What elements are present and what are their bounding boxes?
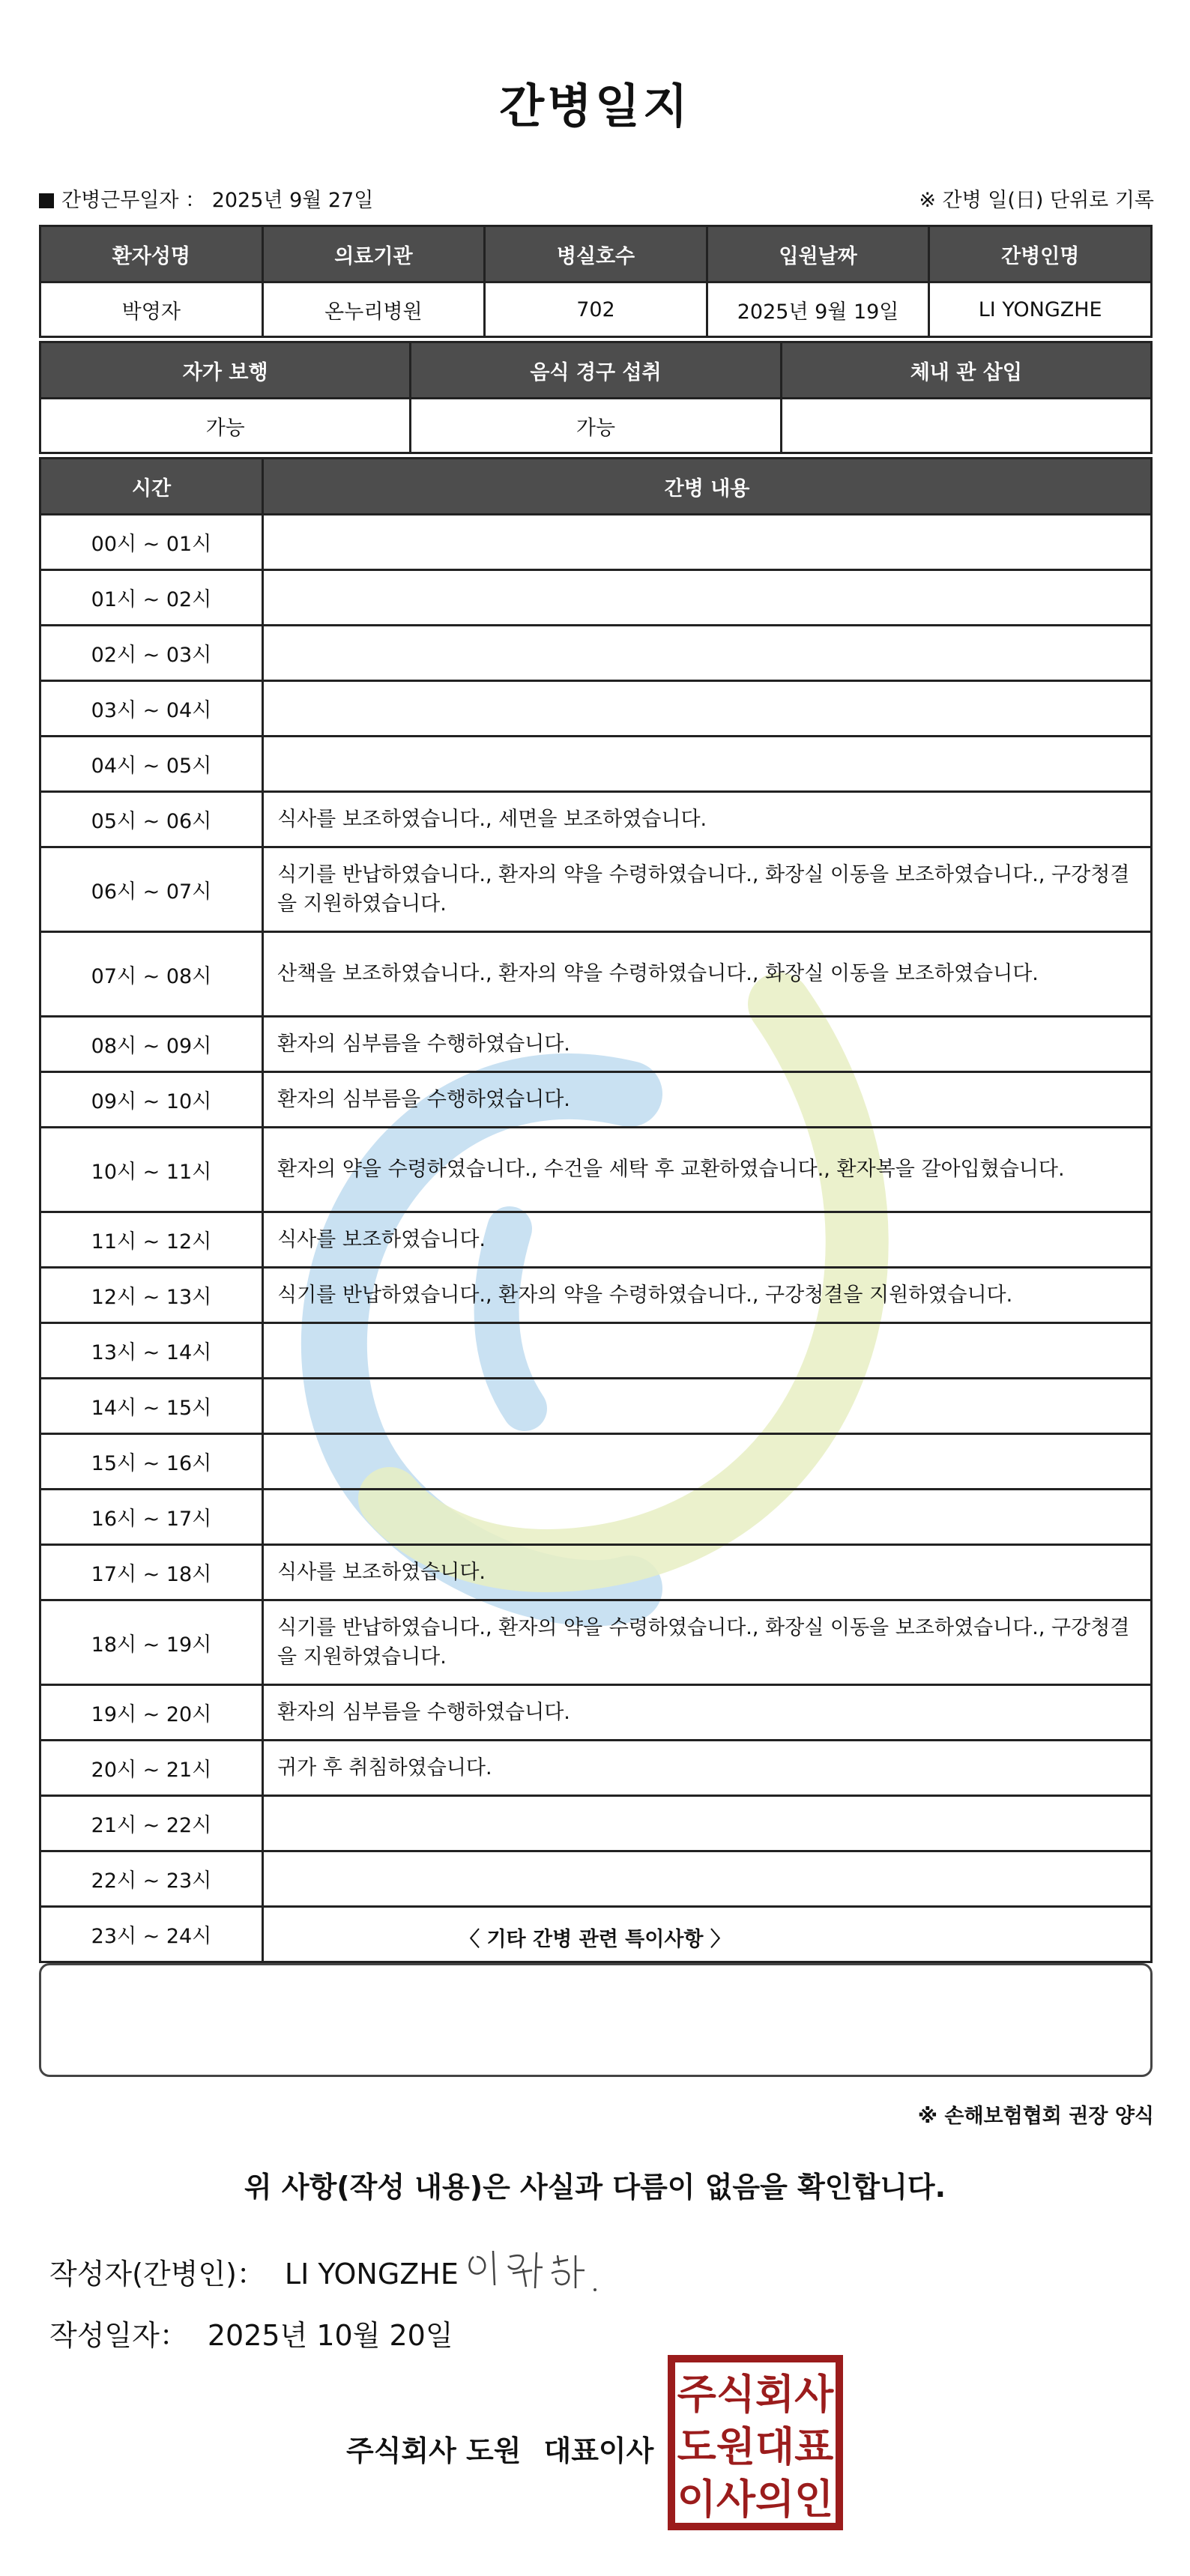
header-time: 시간 bbox=[40, 459, 263, 515]
care-content-cell bbox=[263, 1379, 1152, 1434]
header-admission-date: 입원날짜 bbox=[707, 226, 929, 282]
admission-date: 2025년 9월 19일 bbox=[707, 282, 929, 337]
time-cell: 01시 ~ 02시 bbox=[40, 570, 263, 626]
care-content-cell: 식기를 반납하였습니다., 환자의 약을 수령하였습니다., 화장실 이동을 보조하였습니다., 구강청결을 지원하였습니다. bbox=[263, 847, 1152, 932]
handwritten-signature bbox=[463, 2240, 613, 2300]
table-row bbox=[40, 570, 1152, 626]
time-cell: 21시 ~ 22시 bbox=[40, 1796, 263, 1851]
caregiver-name: LI YONGZHE bbox=[929, 282, 1152, 337]
care-content-cell: 환자의 심부름을 수행하였습니다. bbox=[263, 1685, 1152, 1741]
table-row bbox=[40, 1796, 1152, 1851]
time-cell: 18시 ~ 19시 bbox=[40, 1600, 263, 1685]
table-row bbox=[40, 1685, 1152, 1741]
writer-label: 작성자(간병인)： bbox=[49, 2258, 265, 2291]
care-content-cell bbox=[263, 681, 1152, 737]
seal-line-1: 주식회사 bbox=[677, 2371, 834, 2418]
time-cell: 04시 ~ 05시 bbox=[40, 737, 263, 792]
company-line bbox=[346, 2428, 653, 2469]
care-content-cell: 식사를 보조하였습니다. bbox=[263, 1212, 1152, 1268]
record-unit-note: ※ 간병 일(日) 단위로 기록 bbox=[919, 189, 1154, 212]
work-date-value: 2025년 9월 27일 bbox=[211, 189, 374, 212]
time-cell: 02시 ~ 03시 bbox=[40, 626, 263, 681]
company-title: 대표이사 bbox=[543, 2434, 654, 2467]
writer-line bbox=[49, 2251, 459, 2292]
table-row bbox=[40, 681, 1152, 737]
header-room: 병실호수 bbox=[485, 226, 707, 282]
time-cell: 06시 ~ 07시 bbox=[40, 847, 263, 932]
tube-insertion bbox=[781, 399, 1151, 453]
written-date-line bbox=[49, 2312, 453, 2353]
table-row bbox=[40, 737, 1152, 792]
care-content-cell: 식기를 반납하였습니다., 환자의 약을 수령하였습니다., 구강청결을 지원하였습니다. bbox=[263, 1268, 1152, 1323]
work-date-separator: ： bbox=[185, 189, 206, 212]
care-content-cell bbox=[263, 1434, 1152, 1490]
work-date bbox=[39, 184, 373, 213]
table-row bbox=[40, 1268, 1152, 1323]
table-row bbox=[40, 1379, 1152, 1434]
care-content-cell bbox=[263, 515, 1152, 570]
care-content-cell: 식사를 보조하였습니다. bbox=[263, 1545, 1152, 1600]
table-row bbox=[40, 1212, 1152, 1268]
care-content-cell: 식기를 반납하였습니다., 환자의 약을 수령하였습니다., 화장실 이동을 보조하였습니다., 구강청결을 지원하였습니다. bbox=[263, 1600, 1152, 1685]
care-content-cell bbox=[263, 737, 1152, 792]
care-content-cell: 식사를 보조하였습니다., 세면을 보조하였습니다. bbox=[263, 792, 1152, 847]
table-row bbox=[40, 1741, 1152, 1796]
company-name: 주식회사 도원 bbox=[346, 2434, 522, 2467]
time-cell: 15시 ~ 16시 bbox=[40, 1434, 263, 1490]
time-cell: 07시 ~ 08시 bbox=[40, 932, 263, 1017]
care-log-table bbox=[39, 457, 1153, 1963]
care-content-cell bbox=[263, 570, 1152, 626]
time-cell: 16시 ~ 17시 bbox=[40, 1490, 263, 1545]
patient-ability-table bbox=[39, 341, 1153, 454]
care-content-cell bbox=[263, 1796, 1152, 1851]
patient-name: 박영자 bbox=[40, 282, 263, 337]
header-care-content: 간병 내용 bbox=[263, 459, 1152, 515]
header-tube-insertion: 체내 관 삽입 bbox=[781, 342, 1151, 399]
seal-line-2: 도원대표 bbox=[677, 2423, 834, 2470]
time-cell: 11시 ~ 12시 bbox=[40, 1212, 263, 1268]
header-hospital: 의료기관 bbox=[262, 226, 485, 282]
time-cell: 23시 ~ 24시 bbox=[40, 1907, 263, 1962]
header-self-walking: 자가 보행 bbox=[40, 342, 411, 399]
work-date-label: 간병근무일자 bbox=[61, 189, 179, 212]
header-oral-intake: 음식 경구 섭취 bbox=[411, 342, 781, 399]
patient-info-table bbox=[39, 225, 1153, 338]
header-patient-name: 환자성명 bbox=[40, 226, 263, 282]
time-cell: 03시 ~ 04시 bbox=[40, 681, 263, 737]
table-row bbox=[40, 1323, 1152, 1379]
self-walking: 가능 bbox=[40, 399, 411, 453]
time-cell: 19시 ~ 20시 bbox=[40, 1685, 263, 1741]
time-cell: 20시 ~ 21시 bbox=[40, 1741, 263, 1796]
time-cell: 00시 ~ 01시 bbox=[40, 515, 263, 570]
table-row bbox=[40, 1490, 1152, 1545]
table-row bbox=[40, 932, 1152, 1017]
table-row bbox=[40, 1851, 1152, 1907]
header-caregiver: 간병인명 bbox=[929, 226, 1152, 282]
time-cell: 14시 ~ 15시 bbox=[40, 1379, 263, 1434]
time-cell: 13시 ~ 14시 bbox=[40, 1323, 263, 1379]
table-row bbox=[40, 1434, 1152, 1490]
time-cell: 10시 ~ 11시 bbox=[40, 1128, 263, 1212]
table-row bbox=[40, 626, 1152, 681]
table-row bbox=[40, 1600, 1152, 1685]
time-cell: 12시 ~ 13시 bbox=[40, 1268, 263, 1323]
table-row bbox=[40, 1128, 1152, 1212]
care-content-cell bbox=[263, 626, 1152, 681]
table-row bbox=[40, 515, 1152, 570]
oral-intake: 가능 bbox=[411, 399, 781, 453]
table-row bbox=[40, 1017, 1152, 1072]
time-cell: 09시 ~ 10시 bbox=[40, 1072, 263, 1128]
care-content-cell: 환자의 심부름을 수행하였습니다. bbox=[263, 1072, 1152, 1128]
care-content-cell bbox=[263, 1323, 1152, 1379]
time-cell: 08시 ~ 09시 bbox=[40, 1017, 263, 1072]
time-cell: 17시 ~ 18시 bbox=[40, 1545, 263, 1600]
care-content-cell: 환자의 심부름을 수행하였습니다. bbox=[263, 1017, 1152, 1072]
notes-heading: 〈 기타 간병 관련 특이사항 〉 bbox=[459, 1928, 731, 1951]
room-number: 702 bbox=[485, 282, 707, 337]
written-date-label: 작성일자： bbox=[49, 2319, 188, 2352]
table-row bbox=[40, 847, 1152, 932]
square-bullet-icon bbox=[39, 193, 54, 208]
care-content-cell: 환자의 약을 수령하였습니다., 수건을 세탁 후 교환하였습니다., 환자복을 갈아입혔습니다. bbox=[263, 1128, 1152, 1212]
table-row bbox=[40, 1072, 1152, 1128]
seal-line-3: 이사의인 bbox=[677, 2476, 834, 2523]
care-content-cell: 산책을 보조하였습니다., 환자의 약을 수령하였습니다., 화장실 이동을 보조하였습니다. bbox=[263, 932, 1152, 1017]
table-row bbox=[40, 1545, 1152, 1600]
writer-name: LI YONGZHE bbox=[284, 2258, 459, 2291]
time-cell: 22시 ~ 23시 bbox=[40, 1851, 263, 1907]
form-note: ※ 손해보험협회 권장 양식 bbox=[917, 2105, 1154, 2128]
confirm-statement: 위 사항(작성 내용)은 사실과 다름이 없음을 확인합니다. bbox=[244, 2171, 946, 2204]
company-seal-stamp bbox=[667, 2354, 844, 2531]
time-cell: 05시 ~ 06시 bbox=[40, 792, 263, 847]
care-content-cell bbox=[263, 1490, 1152, 1545]
page-title: 간병일지 bbox=[499, 79, 691, 133]
hospital: 온누리병원 bbox=[262, 282, 485, 337]
notes-box bbox=[39, 1963, 1153, 2077]
care-content-cell: 귀가 후 취침하였습니다. bbox=[263, 1741, 1152, 1796]
written-date-value: 2025년 10월 20일 bbox=[207, 2319, 453, 2352]
care-content-cell bbox=[263, 1851, 1152, 1907]
table-row bbox=[40, 792, 1152, 847]
